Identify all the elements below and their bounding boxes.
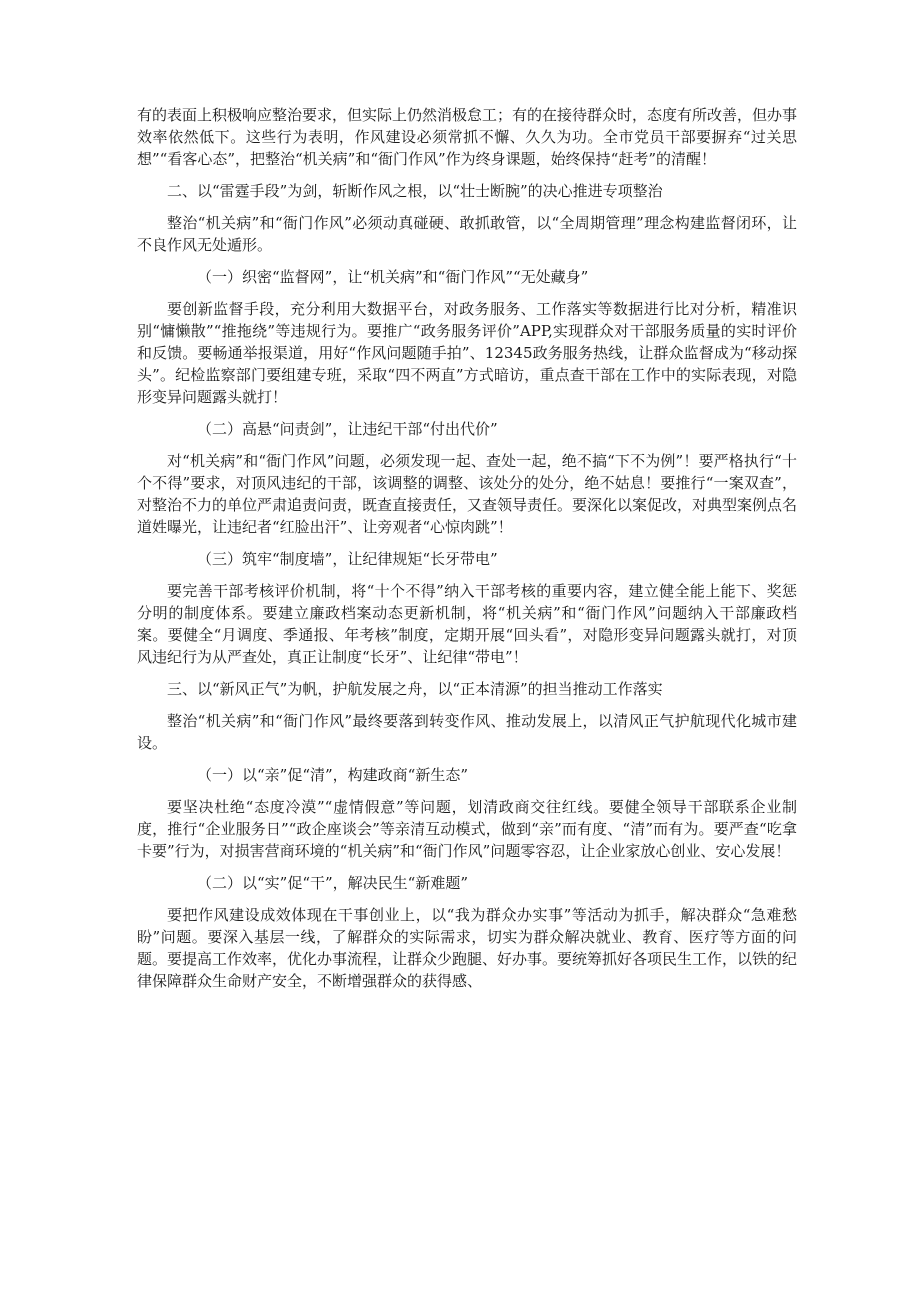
document-page — [137, 104, 797, 992]
subsection-heading: （一）以“亲”促“清”，构建政商“新生态” — [197, 766, 469, 784]
block-gap — [137, 754, 797, 764]
body-paragraph: 要完善干部考核评价机制，将“十个不得”纳入干部考核的重要内容，建立健全能上能下、奖惩分明的制度体系。要建立廉政档案动态更新机制，将“机关病”和“衙门作风”问题纳入干部廉政档案。要健全“月调度、季通报、年考核”制度，定期开展“回头看”，对隐形变异问题露头就打，对顶风违纪行为从严查处，真正让制度“长牙”、让纪律“带电”！ — [137, 582, 797, 666]
body-paragraph: 整治“机关病”和“衙门作风”最终要落到转变作风、推动发展上，以清风正气护航现代化城市建设。 — [137, 712, 797, 752]
section-heading: 二、以“雷霆手段”为剑，斩断作风之根，以“壮士断腕”的决心推进专项整治 — [167, 182, 663, 200]
block-gap — [137, 440, 797, 450]
section-heading: 三、以“新风正气”为帆，护航发展之舟，以“正本清源”的担当推动工作落实 — [167, 680, 663, 698]
block-gap — [137, 862, 797, 872]
block-gap — [137, 202, 797, 212]
subsection-heading: （三）筑牢“制度墙”，让纪律规矩“长牙带电” — [197, 550, 498, 568]
block-gap — [137, 570, 797, 580]
block-gap — [137, 288, 797, 298]
body-paragraph: 有的表面上积极响应整治要求，但实际上仍然消极怠工；有的在接待群众时，态度有所改善，但办事效率依然低下。这些行为表明，作风建设必须常抓不懈、久久为功。全市党员干部要摒弃“过关思想”“看客心态”，把整治“机关病”和“衙门作风”作为终身课题，始终保持“赶考”的清醒！ — [137, 106, 798, 168]
body-paragraph: 要坚决杜绝“态度冷漠”“虚情假意”等问题，划清政商交往红线。要健全领导干部联系企业制度，推行“企业服务日”“政企座谈会”等亲清互动模式，做到“亲”而有度、“清”而有为。要严查“吃拿卡要”行为，对损害营商环境的“机关病”和“衙门作风”问题零容忍，让企业家放心创业、安心发展！ — [137, 798, 797, 860]
subsection-heading: （一）织密“监督网”，让“机关病”和“衙门作风”“无处藏身” — [197, 268, 589, 286]
block-gap — [137, 668, 797, 678]
subsection-heading: （二）高悬“问责剑”，让违纪干部“付出代价” — [197, 420, 498, 438]
block-gap — [137, 786, 797, 796]
block-gap — [137, 894, 797, 904]
body-paragraph: 对“机关病”和“衙门作风”问题，必须发现一起、查处一起，绝不搞“下不为例”！要严格执行“十个不得”要求，对顶风违纪的干部，该调整的调整、该处分的处分，绝不姑息！要推行“一案双查”，对整治不力的单位严肃追责问责，既查直接责任，又查领导责任。要深化以案促改，对典型案例点名道姓曝光，让违纪者“红脸出汗”、让旁观者“心惊肉跳”！ — [137, 452, 798, 536]
body-paragraph: 要创新监督手段，充分利用大数据平台，对政务服务、工作落实等数据进行比对分析，精准识别“慵懒散”“推拖绕”等违规行为。要推广“政务服务评价”APP,实现群众对干部服务质量的实时评价和反馈。要畅通举报渠道，用好“作风问题随手拍”、12345政务服务热线，让群众监督成为“移动探头”。纪检监察部门要组建专班，采取“四不两直”方式暗访，重点查干部在工作中的实际表现，对隐形变异问题露头就打！ — [137, 300, 797, 406]
block-gap — [137, 170, 797, 180]
subsection-heading: （二）以“实”促“干”，解决民生“新难题” — [197, 874, 469, 892]
body-paragraph: 要把作风建设成效体现在干事创业上，以“我为群众办实事”等活动为抓手，解决群众“急难愁盼”问题。要深入基层一线，了解群众的实际需求，切实为群众解决就业、教育、医疗等方面的问题。要提高工作效率，优化办事流程，让群众少跑腿、好办事。要统筹抓好各项民生工作，以铁的纪律保障群众生命财产安全，不断增强群众的获得感、 — [137, 906, 798, 990]
block-gap — [137, 538, 797, 548]
block-gap — [137, 256, 797, 266]
block-gap — [137, 408, 797, 418]
block-gap — [137, 700, 797, 710]
body-paragraph: 整治“机关病”和“衙门作风”必须动真碰硬、敢抓敢管，以“全周期管理”理念构建监督闭环，让不良作风无处遁形。 — [137, 214, 797, 254]
